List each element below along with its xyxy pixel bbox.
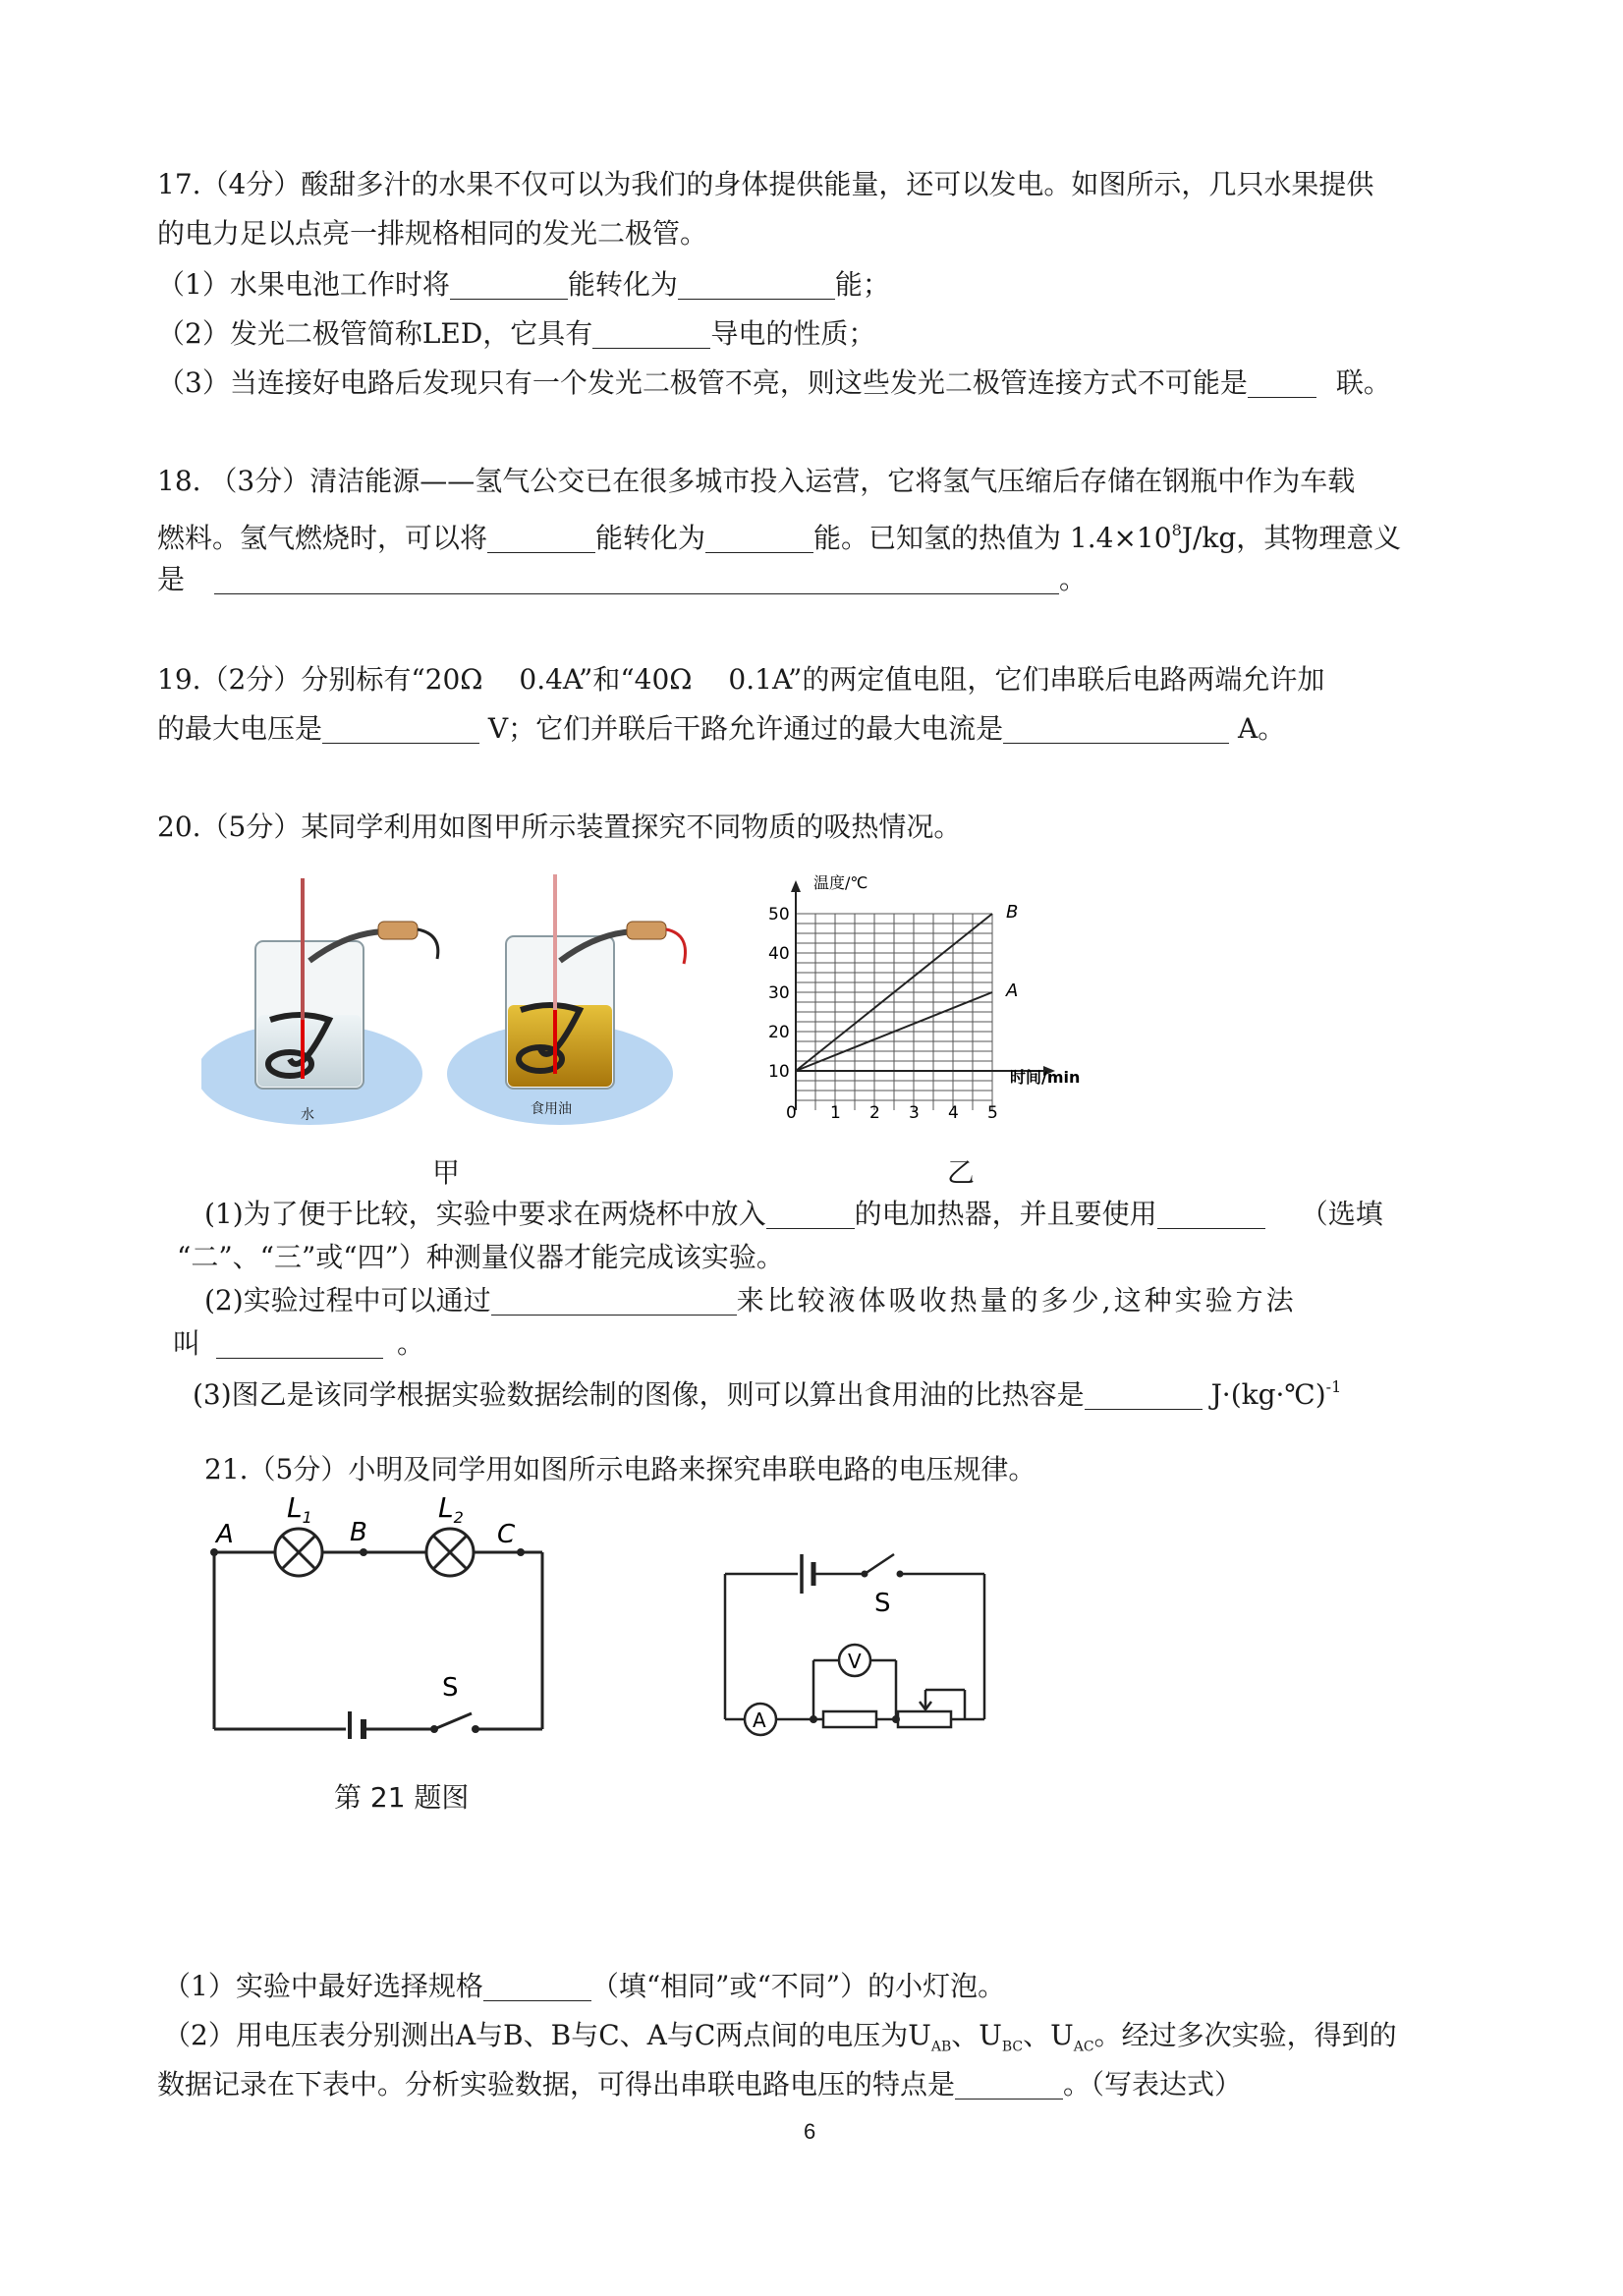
caption-yi: 乙: [947, 1156, 976, 1189]
q17-part3: （3）当连接好电路后发现只有一个发光二极管不亮，则这些发光二极管连接方式不可能是 联。: [157, 366, 1391, 399]
series-label-a: A: [1006, 980, 1019, 1001]
q21-line1: 21.（5分）小明及同学用如图所示电路来探究串联电路的电压规律。: [204, 1453, 1036, 1485]
q20-part1: (1)为了便于比较，实验中要求在两烧杯中放入 的电加热器，并且要使用 （选填: [204, 1198, 1383, 1230]
answer-blank[interactable]: [1248, 369, 1316, 398]
q20-line1: 20.（5分）某同学利用如图甲所示装置探究不同物质的吸热情况。: [157, 811, 962, 843]
chart-xlabel: 时间/min: [1010, 1068, 1081, 1087]
q20-part3: (3)图乙是该同学根据实验数据绘制的图像，则可以算出食用油的比热容是 J·(kg·℃)$^{-1}$: [193, 1377, 1342, 1411]
y-tick-label: 20: [768, 1023, 790, 1042]
answer-blank[interactable]: [766, 1201, 855, 1229]
answer-blank[interactable]: [322, 715, 479, 744]
ammeter-label: A: [753, 1708, 766, 1732]
answer-blank[interactable]: [1085, 1381, 1203, 1410]
y-tick-label: 40: [768, 944, 790, 964]
q18-line2: 燃料。氢气燃烧时，可以将 能转化为 能。已知氢的热值为 $1.4\times 10^8J/kg$，其物理意义: [157, 521, 1402, 554]
caption-jia: 甲: [432, 1156, 461, 1189]
measurement-circuit-diagram: [707, 1533, 1002, 1749]
q21-part1: （1）实验中最好选择规格 （填“相同”或“不同”）的小灯泡。: [163, 1970, 1006, 2002]
answer-blank[interactable]: [592, 320, 710, 349]
q17-line1: 17.（4分）酸甜多汁的水果不仅可以为我们的身体提供能量，还可以发电。如图所示，几只水果提供: [157, 168, 1374, 200]
answer-blank[interactable]: [491, 1287, 737, 1316]
x-tick-label: 3: [909, 1103, 920, 1123]
answer-blank[interactable]: [450, 271, 568, 300]
answer-blank[interactable]: [678, 271, 835, 300]
figure-caption: 第 21 题图: [334, 1781, 470, 1814]
q17-line2: 的电力足以点亮一排规格相同的发光二极管。: [157, 217, 708, 250]
q19-line1: 19.（2分）分别标有“20Ω 0.4A”和“40Ω 0.1A”的两定值电阻，它们串联后电路两端允许加: [157, 663, 1325, 696]
x-tick-label: 2: [869, 1103, 880, 1123]
page-number: 6: [804, 2119, 816, 2144]
answer-blank[interactable]: [216, 1330, 383, 1359]
oil-beaker: [447, 874, 686, 1125]
node-label-a: A: [216, 1520, 234, 1549]
q20-part2-cont: 叫 。: [173, 1327, 425, 1360]
temperature-chart: [756, 865, 1110, 1130]
answer-blank[interactable]: [483, 1973, 591, 2001]
answer-blank[interactable]: [955, 2071, 1063, 2100]
answer-blank[interactable]: [487, 525, 595, 553]
y-tick-label: 30: [768, 983, 790, 1003]
answer-blank[interactable]: [705, 525, 813, 553]
answer-blank[interactable]: [1003, 715, 1229, 744]
q17-part2: （2）发光二极管简称LED，它具有 导电的性质；: [157, 317, 876, 350]
y-tick-label: 10: [768, 1062, 790, 1082]
q17-part1: （1）水果电池工作时将 能转化为 能；: [157, 268, 890, 301]
series-circuit-diagram: [196, 1493, 560, 1739]
x-tick-label: 4: [948, 1103, 959, 1123]
chart-series: [796, 902, 1018, 1071]
q20-part1-cont: “二”、“三”或“四”）种测量仪器才能完成该实验。: [177, 1241, 784, 1273]
chart-grid: [796, 914, 992, 1110]
x-tick-label: 0: [786, 1103, 797, 1123]
q20-part2: (2)实验过程中可以通过 来比较液体吸收热量的多少,这种实验方法: [204, 1284, 1297, 1316]
y-tick-label: 50: [768, 905, 790, 924]
switch-label: S: [874, 1589, 891, 1618]
water-beaker: [201, 878, 438, 1125]
label-water: 水: [301, 1107, 314, 1123]
q19-line2: 的最大电压是 V；它们并联后干路允许通过的最大电流是 A。: [157, 712, 1286, 745]
lamp-label-l1: $L_1$: [287, 1493, 312, 1527]
node-label-c: C: [497, 1520, 516, 1549]
label-oil: 食用油: [531, 1101, 572, 1117]
x-tick-label: 1: [830, 1103, 841, 1123]
chart-ylabel: 温度/℃: [813, 873, 868, 892]
x-tick-label: 5: [987, 1103, 998, 1123]
y-axis-arrow: [791, 880, 801, 892]
answer-blank[interactable]: [214, 566, 1059, 594]
answer-blank[interactable]: [1157, 1201, 1265, 1229]
q18-line3: 是 。: [157, 563, 1088, 595]
switch-label: S: [442, 1673, 459, 1703]
beakers-figure: [201, 872, 722, 1128]
series-label-b: B: [1006, 902, 1019, 923]
node-label-b: B: [350, 1518, 367, 1547]
lamp-label-l2: $L_2$: [438, 1493, 464, 1527]
q21-part3: 数据记录在下表中。分析实验数据，可得出串联电路电压的特点是 。（写表达式）: [157, 2068, 1243, 2100]
voltmeter-label: V: [848, 1650, 862, 1673]
q21-part2: （2）用电压表分别测出A与B、B与C、A与C两点间的电压为$U_{AB}$、$U_{BC}$、$U_{AC}$。经过多次实验，得到的: [163, 2019, 1397, 2055]
q18-line1: 18. （3分）清洁能源——氢气公交已在很多城市投入运营，它将氢气压缩后存储在钢瓶中作为车载: [157, 465, 1356, 497]
